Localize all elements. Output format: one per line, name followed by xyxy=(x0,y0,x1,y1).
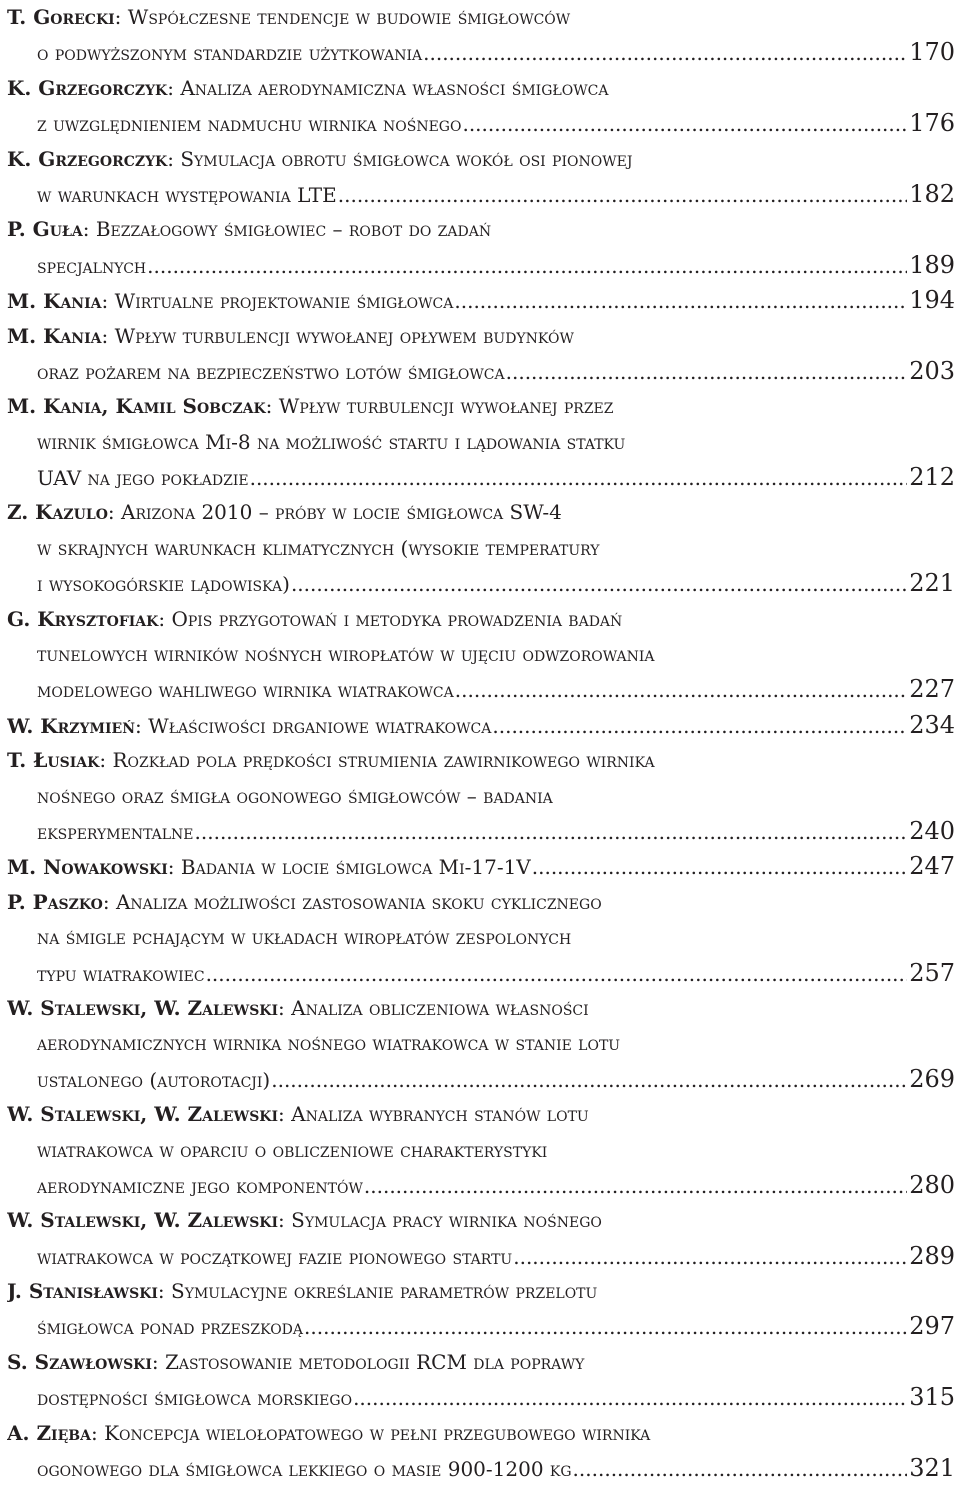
toc-entry-continuation-line xyxy=(7,779,955,814)
toc-entry-title: aerodynamicznych wirnika nośnego wiatrakowca w stanie lotu xyxy=(37,1031,621,1056)
toc-entry-text xyxy=(37,178,337,212)
toc-entry-text: P. Guła: Bezzałogowy śmigłowiec – robot do zadań xyxy=(7,217,492,242)
toc-entry-page-number: 247 xyxy=(909,852,955,881)
toc-entry-text xyxy=(37,36,422,70)
dot-leader xyxy=(513,1240,907,1274)
toc-entry-text: T. Łusiak: Rozkład pola prędkości strumienia zawirnikowego wirnika xyxy=(7,748,655,773)
toc-entry-author: K. Grzegorczyk xyxy=(7,75,168,100)
toc-entry-title-line xyxy=(7,142,955,177)
toc-entry-text xyxy=(37,461,249,495)
toc-entry-title: Analiza obliczeniowa własności xyxy=(291,995,589,1020)
toc-entry xyxy=(7,1203,955,1274)
toc-entry-continuation-line xyxy=(7,566,955,601)
toc-entry-text: M. Kania: Wpływ turbulencji wywołanej opływem budynków xyxy=(7,323,574,348)
toc-entry-text xyxy=(37,430,625,454)
toc-entry-text: W. Stalewski, W. Zalewski: Analiza wybranych stanów lotu xyxy=(7,1102,589,1127)
toc-entry-continuation-line xyxy=(7,354,955,389)
toc-entry-title: Wirtualne projektowanie śmigłowca xyxy=(114,289,454,314)
toc-entry-continuation-line xyxy=(7,106,955,141)
toc-entry-text: K. Grzegorczyk: Symulacja obrotu śmigłowca wokół osi pionowej xyxy=(7,146,633,171)
toc-entry-continuation-line xyxy=(7,956,955,991)
toc-entry-page-number: 212 xyxy=(909,463,955,492)
toc-entry xyxy=(7,743,955,849)
toc-entry-text xyxy=(37,957,205,991)
toc-entry-text xyxy=(37,355,505,389)
toc-entry-title: nośnego oraz śmigła ogonowego śmigłowców – badania xyxy=(37,783,553,808)
toc-entry-continuation-line xyxy=(7,1133,955,1168)
toc-entry-title: Symulacyjne określanie parametrów przelotu xyxy=(171,1279,598,1304)
toc-entry-title: Analiza aerodynamiczna własności śmigłowca xyxy=(180,75,609,100)
toc-entry-title-line xyxy=(7,1416,955,1451)
toc-entry xyxy=(7,1097,955,1203)
toc-entry-title: o podwyższonym standardzie użytkowania xyxy=(37,41,423,66)
toc-entry-title: Koncepcja wielołopatowego w pełni przegubowego wirnika xyxy=(104,1420,651,1445)
toc-entry-author: T. Gorecki xyxy=(7,5,115,29)
toc-entry xyxy=(7,1345,955,1416)
toc-entry-text: Z. Kazulo: Arizona 2010 – próby w locie śmigłowca SW-4 xyxy=(7,500,562,525)
toc-entry xyxy=(7,1274,955,1345)
toc-entry-continuation-line xyxy=(7,248,955,283)
toc-entry xyxy=(7,319,955,390)
toc-entry-continuation-line xyxy=(7,1026,955,1061)
toc-entry-title: z uwzględnieniem nadmuchu wirnika nośnego xyxy=(37,112,462,137)
toc-entry-page-number: 257 xyxy=(909,958,955,987)
toc-entry-title-line xyxy=(7,849,955,884)
toc-entry-title: typu wiatrakowiec xyxy=(37,961,205,986)
toc-entry-title: Współczesne tendencje w budowie śmigłowców xyxy=(127,5,571,29)
toc-entry-author: Z. Kazulo xyxy=(7,500,108,525)
toc-entry-page-number: 234 xyxy=(909,710,955,739)
toc-entry-title-line xyxy=(7,1274,955,1309)
toc-entry-title: w warunkach występowania LTE xyxy=(37,182,337,207)
dot-leader xyxy=(353,1381,907,1415)
toc-entry-title: wiatrakowca w oparciu o obliczeniowe charakterystyki xyxy=(37,1137,548,1162)
toc-entry-title: oraz pożarem na bezpieczeństwo lotów śmigłowca xyxy=(37,359,505,384)
toc-entry-title: aerodynamiczne jego komponentów xyxy=(37,1173,363,1198)
toc-entry-page-number: 203 xyxy=(909,356,955,385)
toc-entry-title: śmigłowca ponad przeszkodą xyxy=(37,1315,304,1340)
toc-entry-title-line xyxy=(7,743,955,778)
toc-entry-author: T. Łusiak xyxy=(7,748,100,773)
toc-entry-continuation-line xyxy=(7,1309,955,1344)
dot-leader xyxy=(271,1063,907,1097)
toc-entry-text xyxy=(37,1240,512,1274)
toc-entry-text: A. Zięba: Koncepcja wielołopatowego w pełni przegubowego wirnika xyxy=(7,1420,651,1445)
toc-entry-author: W. Krzymień xyxy=(7,713,136,738)
toc-entry-text xyxy=(37,642,654,666)
dot-leader xyxy=(195,815,908,849)
toc-entry-author: M. Nowakowski xyxy=(7,855,168,880)
toc-entry-author: M. Kania xyxy=(7,323,102,348)
toc-entry-author: G. Krysztofiak xyxy=(7,606,159,631)
toc-entry-title: Bezzałogowy śmigłowiec – robot do zadań xyxy=(95,217,492,242)
toc-entry-continuation-line xyxy=(7,531,955,566)
toc-entry-page-number: 189 xyxy=(909,250,955,279)
toc-entry-text: M. Nowakowski: Badania w locie śmiglowca Mi-17-1V xyxy=(7,855,531,880)
toc-entry-page-number: 182 xyxy=(909,179,955,208)
toc-entry xyxy=(7,1416,955,1486)
toc-entry-author: W. Stalewski, W. Zalewski xyxy=(7,1102,279,1127)
toc-entry xyxy=(7,212,955,283)
toc-entry-author: J. Stanisławski xyxy=(7,1279,158,1304)
toc-entry-title: Opis przygotowań i metodyka prowadzenia badań xyxy=(171,606,623,631)
toc-entry-text xyxy=(37,673,454,707)
toc-entry-title-line xyxy=(7,212,955,247)
toc-entry-author: S. Szawłowski xyxy=(7,1349,152,1374)
toc-entry-author: M. Kania xyxy=(7,289,102,314)
toc-entry-title-line xyxy=(7,1097,955,1132)
toc-entry-page-number: 227 xyxy=(909,675,955,704)
toc-entry-continuation-line xyxy=(7,1168,955,1203)
toc-entry-title: eksperymentalne xyxy=(37,819,194,844)
toc-entry-title: UAV na jego pokładzie xyxy=(37,466,249,491)
toc-entry-author: A. Zięba xyxy=(7,1420,91,1445)
toc-entry-text: W. Stalewski, W. Zalewski: Analiza obliczeniowa własności xyxy=(7,995,589,1020)
toc-entry-text: T. Gorecki: Współczesne tendencje w budowie śmigłowców xyxy=(7,5,571,29)
toc-entry-title: i wysokogórskie lądowiska) xyxy=(37,572,290,597)
toc-entry-page-number: 297 xyxy=(909,1312,955,1341)
toc-entry-title: Zastosowanie metodologii RCM dla poprawy xyxy=(165,1349,585,1374)
toc-entry xyxy=(7,142,955,213)
toc-entry-text: M. Kania: Wirtualne projektowanie śmigłowca xyxy=(7,289,454,314)
toc-entry-page-number: 269 xyxy=(909,1064,955,1093)
toc-entry-title: w skrajnych warunkach klimatycznych (wysokie temperatury xyxy=(37,535,600,560)
toc-entry-text xyxy=(37,1063,270,1097)
toc-entry-title: Wpływ turbulencji wywołanej opływem budynków xyxy=(114,323,574,348)
toc-entry-continuation-line xyxy=(7,177,955,212)
toc-entry xyxy=(7,283,955,318)
toc-entry-title: Wpływ turbulencji wywołanej przez xyxy=(278,394,614,419)
toc-entry-continuation-line xyxy=(7,637,955,672)
toc-entry-title-line xyxy=(7,602,955,637)
toc-entry-page-number: 321 xyxy=(909,1454,955,1483)
toc-entry-title: dostępności śmigłowca morskiego xyxy=(37,1386,353,1411)
toc-entry-text xyxy=(37,567,290,601)
toc-entry-title: Analiza wybranych stanów lotu xyxy=(291,1102,589,1127)
dot-leader xyxy=(206,957,908,991)
toc-entry-page-number: 289 xyxy=(909,1241,955,1270)
toc-entry-title: Arizona 2010 – próby w locie śmigłowca SW-4 xyxy=(121,500,562,525)
toc-entry-title-line xyxy=(7,495,955,530)
toc-entry-text xyxy=(37,1169,363,1203)
toc-entry-title-line xyxy=(7,885,955,920)
toc-entry-continuation-line xyxy=(7,425,955,460)
toc-entry-title-line xyxy=(7,1203,955,1238)
toc-entry-text xyxy=(37,1452,572,1486)
toc-entry-text xyxy=(37,784,553,808)
toc-entry xyxy=(7,0,955,71)
toc-entry-author: W. Stalewski, W. Zalewski xyxy=(7,995,279,1020)
table-of-contents xyxy=(7,0,955,1486)
toc-entry-title: wiatrakowca w początkowej fazie pionowego startu xyxy=(37,1244,513,1269)
toc-entry-text xyxy=(37,925,571,949)
toc-entry-author: P. Paszko xyxy=(7,889,103,914)
toc-entry-title-line xyxy=(7,283,955,318)
toc-entry-continuation-line xyxy=(7,1239,955,1274)
toc-entry-text xyxy=(37,249,146,283)
toc-entry xyxy=(7,389,955,495)
toc-entry-continuation-line xyxy=(7,672,955,707)
toc-entry xyxy=(7,495,955,601)
toc-entry-title: ustalonego (autorotacji) xyxy=(37,1067,271,1092)
toc-entry-text: W. Stalewski, W. Zalewski: Symulacja pracy wirnika nośnego xyxy=(7,1208,602,1233)
dot-leader xyxy=(147,249,907,283)
toc-entry-title-line xyxy=(7,389,955,424)
toc-entry-text: K. Grzegorczyk: Analiza aerodynamiczna własności śmigłowca xyxy=(7,75,609,100)
dot-leader xyxy=(454,284,907,318)
toc-entry-text xyxy=(37,1031,620,1055)
toc-entry-text: M. Kania, Kamil Sobczak: Wpływ turbulencji wywołanej przez xyxy=(7,394,614,419)
toc-entry-author: P. Guła xyxy=(7,217,83,242)
toc-entry-continuation-line xyxy=(7,814,955,849)
toc-entry-author: M. Kania, Kamil Sobczak xyxy=(7,394,266,419)
toc-entry-continuation-line xyxy=(7,460,955,495)
toc-entry-title: tunelowych wirników nośnych wiropłatów w ujęciu odwzorowania xyxy=(37,642,655,667)
toc-entry-title-line xyxy=(7,1345,955,1380)
dot-leader xyxy=(532,850,907,884)
toc-entry-title-line xyxy=(7,319,955,354)
toc-entry-title: wirnik śmigłowca Mi-8 na możliwość startu i lądowania statku xyxy=(37,429,626,454)
dot-leader xyxy=(304,1310,907,1344)
toc-entry-author: K. Grzegorczyk xyxy=(7,146,168,171)
toc-entry-title: Symulacja obrotu śmigłowca wokół osi pionowej xyxy=(180,146,633,171)
toc-entry-title: Symulacja pracy wirnika nośnego xyxy=(291,1208,602,1233)
dot-leader xyxy=(492,709,907,743)
toc-entry-page-number: 170 xyxy=(909,38,955,67)
toc-entry-title: Analiza możliwości zastosowania skoku cyklicznego xyxy=(115,889,602,914)
toc-entry-title: Rozkład pola prędkości strumienia zawirnikowego wirnika xyxy=(112,748,655,773)
toc-entry xyxy=(7,602,955,708)
toc-entry-title-line xyxy=(7,71,955,106)
toc-entry xyxy=(7,708,955,743)
dot-leader xyxy=(573,1452,908,1486)
dot-leader xyxy=(506,355,908,389)
toc-entry-text xyxy=(37,1310,303,1344)
toc-entry xyxy=(7,885,955,991)
toc-entry-text xyxy=(37,107,461,141)
toc-entry-title: Właściwości drganiowe wiatrakowca xyxy=(148,713,492,738)
toc-entry-title-line xyxy=(7,991,955,1026)
toc-entry-page-number: 280 xyxy=(909,1170,955,1199)
toc-entry-continuation-line xyxy=(7,1451,955,1486)
toc-entry-text: S. Szawłowski: Zastosowanie metodologii RCM dla poprawy xyxy=(7,1349,585,1374)
dot-leader xyxy=(364,1169,907,1203)
toc-entry-page-number: 194 xyxy=(909,286,955,315)
toc-entry-title: ogonowego dla śmigłowca lekkiego o masie 900-1200 kg xyxy=(37,1457,572,1482)
toc-entry-text: W. Krzymień: Właściwości drganiowe wiatrakowca xyxy=(7,713,492,738)
toc-entry-page-number: 176 xyxy=(909,109,955,138)
toc-entry-title-line xyxy=(7,708,955,743)
dot-leader xyxy=(250,461,908,495)
toc-entry-continuation-line xyxy=(7,920,955,955)
toc-entry-page-number: 221 xyxy=(909,569,955,598)
toc-entry-continuation-line xyxy=(7,1062,955,1097)
toc-entry-text xyxy=(37,815,194,849)
toc-entry-text xyxy=(37,1381,352,1415)
toc-entry xyxy=(7,71,955,142)
dot-leader xyxy=(291,567,907,601)
dot-leader xyxy=(338,178,907,212)
toc-entry-text: G. Krysztofiak: Opis przygotowań i metodyka prowadzenia badań xyxy=(7,606,623,631)
toc-entry-title-line xyxy=(7,0,955,35)
toc-entry-title: na śmigle pchającym w układach wiropłatów zespolonych xyxy=(37,925,572,950)
toc-entry-continuation-line xyxy=(7,35,955,70)
toc-entry xyxy=(7,991,955,1097)
dot-leader xyxy=(462,107,907,141)
toc-entry-text xyxy=(37,536,600,560)
toc-entry-title: modelowego wahliwego wirnika wiatrakowca xyxy=(37,678,454,703)
toc-entry-page-number: 315 xyxy=(909,1383,955,1412)
toc-entry-author: W. Stalewski, W. Zalewski xyxy=(7,1208,279,1233)
toc-entry-title: specjalnych xyxy=(37,253,147,278)
toc-entry-continuation-line xyxy=(7,1380,955,1415)
toc-entry-page-number: 240 xyxy=(909,816,955,845)
dot-leader xyxy=(455,673,907,707)
toc-entry-text: P. Paszko: Analiza możliwości zastosowania skoku cyklicznego xyxy=(7,889,602,914)
toc-entry-title: Badania w locie śmiglowca Mi-17-1V xyxy=(180,855,531,880)
toc-entry-text xyxy=(37,1138,547,1162)
toc-entry-text: J. Stanisławski: Symulacyjne określanie parametrów przelotu xyxy=(7,1279,598,1304)
dot-leader xyxy=(423,36,907,70)
toc-entry xyxy=(7,849,955,884)
